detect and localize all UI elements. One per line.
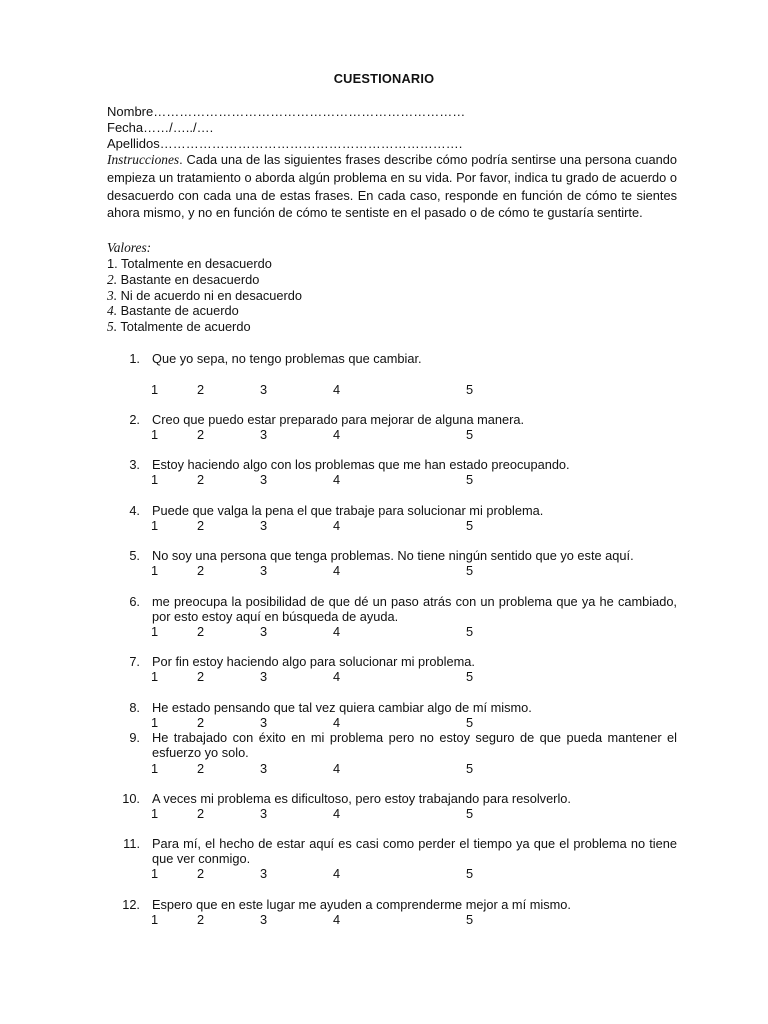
question-5-number: 5.: [129, 548, 140, 563]
apellidos-field: Apellidos…………………………………………………………….: [107, 136, 463, 151]
valor-num: 3.: [107, 288, 118, 303]
question-9-text: He trabajado con éxito en mi problema pero no estoy seguro de que pueda mantener el esfuerzo yo solo.: [152, 730, 677, 760]
scale-option-5[interactable]: 5: [466, 912, 474, 927]
scale-option-4[interactable]: 4: [333, 472, 341, 487]
fecha-field: Fecha……/…../….: [107, 120, 214, 135]
scale-option-1[interactable]: 1: [151, 912, 159, 927]
scale-option-2[interactable]: 2: [197, 382, 205, 397]
scale-option-1[interactable]: 1: [151, 669, 159, 684]
scale-option-4[interactable]: 4: [333, 715, 341, 730]
question-12-number: 12.: [122, 897, 140, 912]
scale-option-1[interactable]: 1: [151, 761, 159, 776]
scale-option-3[interactable]: 3: [260, 715, 268, 730]
scale-option-5[interactable]: 5: [466, 624, 474, 639]
question-3-number: 3.: [129, 457, 140, 472]
instructions-label: Instrucciones: [107, 152, 180, 167]
question-8-scale: [0, 715, 768, 730]
valores-label: Valores:: [107, 240, 152, 255]
instructions: [107, 151, 677, 222]
valor-item-5: [107, 319, 251, 335]
scale-option-2[interactable]: 2: [197, 518, 205, 533]
question-11-scale: [0, 866, 768, 881]
question-1-text: Que yo sepa, no tengo problemas que cambiar.: [152, 351, 422, 366]
valor-text: Bastante en desacuerdo: [117, 272, 260, 287]
scale-option-1[interactable]: 1: [151, 715, 159, 730]
question-12-text: Espero que en este lugar me ayuden a comprenderme mejor a mí mismo.: [152, 897, 571, 912]
scale-option-3[interactable]: 3: [260, 518, 268, 533]
question-10-text: A veces mi problema es dificultoso, pero estoy trabajando para resolverlo.: [152, 791, 571, 806]
scale-option-4[interactable]: 4: [333, 806, 341, 821]
scale-option-1[interactable]: 1: [151, 866, 159, 881]
scale-option-3[interactable]: 3: [260, 866, 268, 881]
question-6-scale: [0, 624, 768, 639]
scale-option-4[interactable]: 4: [333, 518, 341, 533]
scale-option-5[interactable]: 5: [466, 669, 474, 684]
scale-option-3[interactable]: 3: [260, 669, 268, 684]
scale-option-5[interactable]: 5: [466, 563, 474, 578]
scale-option-3[interactable]: 3: [260, 382, 268, 397]
question-9-number: 9.: [129, 730, 140, 745]
scale-option-2[interactable]: 2: [197, 761, 205, 776]
scale-option-1[interactable]: 1: [151, 427, 159, 442]
valor-num: 1.: [107, 256, 118, 271]
question-1-scale: [0, 382, 768, 397]
scale-option-5[interactable]: 5: [466, 761, 474, 776]
scale-option-4[interactable]: 4: [333, 912, 341, 927]
scale-option-5[interactable]: 5: [466, 715, 474, 730]
question-5-scale: [0, 563, 768, 578]
scale-option-1[interactable]: 1: [151, 518, 159, 533]
valor-text: Totalmente de acuerdo: [117, 319, 251, 334]
valor-item-3: [107, 288, 302, 304]
question-12-scale: [0, 912, 768, 927]
scale-option-4[interactable]: 4: [333, 866, 341, 881]
question-6-text: me preocupa la posibilidad de que dé un paso atrás con un problema que ya he cambiado, por esto estoy aquí en búsqueda de ayuda.: [152, 594, 677, 624]
instructions-text: . Cada una de las siguientes frases describe cómo podría sentirse una persona cuando empieza un tratamiento o aborda algún problema en su vida. Por favor, indica tu grado de acuerdo o desacuerdo con cada una de estas frases. En cada caso, responde en función de cómo te sientes ahora mismo, y no en función de cómo te sentiste en el pasado o de cómo te gustaría sentirte.: [107, 152, 677, 221]
scale-option-2[interactable]: 2: [197, 624, 205, 639]
question-2-scale: [0, 427, 768, 442]
question-2-text: Creo que puedo estar preparado para mejorar de alguna manera.: [152, 412, 525, 427]
scale-option-2[interactable]: 2: [197, 563, 205, 578]
valor-text: Bastante de acuerdo: [117, 303, 239, 318]
scale-option-4[interactable]: 4: [333, 624, 341, 639]
scale-option-4[interactable]: 4: [333, 563, 341, 578]
question-3-text: Estoy haciendo algo con los problemas que me han estado preocupando.: [152, 457, 570, 472]
question-4-scale: [0, 518, 768, 533]
scale-option-4[interactable]: 4: [333, 427, 341, 442]
scale-option-4[interactable]: 4: [333, 382, 341, 397]
scale-option-5[interactable]: 5: [466, 866, 474, 881]
scale-option-5[interactable]: 5: [466, 382, 474, 397]
scale-option-3[interactable]: 3: [260, 563, 268, 578]
question-6-number: 6.: [129, 594, 140, 609]
question-2-number: 2.: [129, 412, 140, 427]
question-11-number: 11.: [123, 836, 140, 851]
valor-num: 4.: [107, 303, 118, 318]
scale-option-2[interactable]: 2: [197, 715, 205, 730]
valor-item-1: [107, 256, 272, 272]
scale-option-3[interactable]: 3: [260, 472, 268, 487]
valor-text: Ni de acuerdo ni en desacuerdo: [117, 288, 303, 303]
valor-item-2: [107, 272, 259, 288]
scale-option-1[interactable]: 1: [151, 806, 159, 821]
valor-num: 2.: [107, 272, 118, 287]
question-5-text: No soy una persona que tenga problemas. No tiene ningún sentido que yo este aquí.: [152, 548, 634, 563]
question-3-scale: [0, 472, 768, 487]
scale-option-3[interactable]: 3: [260, 912, 268, 927]
question-7-text: Por fin estoy haciendo algo para solucionar mi problema.: [152, 654, 475, 669]
document-title: CUESTIONARIO: [333, 71, 435, 86]
valor-item-4: [107, 303, 239, 319]
scale-option-2[interactable]: 2: [197, 472, 205, 487]
question-7-number: 7.: [129, 654, 140, 669]
question-10-number: 10.: [122, 791, 140, 806]
question-8-number: 8.: [129, 700, 140, 715]
scale-option-2[interactable]: 2: [197, 806, 205, 821]
scale-option-5[interactable]: 5: [466, 806, 474, 821]
question-9-scale: [0, 761, 768, 776]
question-4-text: Puede que valga la pena el que trabaje para solucionar mi problema.: [152, 503, 544, 518]
valor-num: 5.: [107, 319, 118, 334]
question-1-number: 1.: [129, 351, 140, 366]
scale-option-3[interactable]: 3: [260, 624, 268, 639]
scale-option-1[interactable]: 1: [151, 624, 159, 639]
nombre-field: Nombre………………………………………………………………: [107, 104, 466, 119]
scale-option-5[interactable]: 5: [466, 518, 474, 533]
question-4-number: 4.: [129, 503, 140, 518]
question-10-scale: [0, 806, 768, 821]
scale-option-2[interactable]: 2: [197, 866, 205, 881]
scale-option-5[interactable]: 5: [466, 427, 474, 442]
scale-option-4[interactable]: 4: [333, 761, 341, 776]
question-8-text: He estado pensando que tal vez quiera cambiar algo de mí mismo.: [152, 700, 532, 715]
scale-option-2[interactable]: 2: [197, 669, 205, 684]
valor-text: Totalmente en desacuerdo: [117, 256, 272, 271]
scale-option-4[interactable]: 4: [333, 669, 341, 684]
question-11-text: Para mí, el hecho de estar aquí es casi como perder el tiempo ya que el problema no tiene que ver conmigo.: [152, 836, 677, 866]
scale-option-1[interactable]: 1: [151, 382, 159, 397]
question-7-scale: [0, 669, 768, 684]
scale-option-3[interactable]: 3: [260, 427, 268, 442]
scale-option-2[interactable]: 2: [197, 427, 205, 442]
scale-option-1[interactable]: 1: [151, 472, 159, 487]
scale-option-3[interactable]: 3: [260, 761, 268, 776]
scale-option-2[interactable]: 2: [197, 912, 205, 927]
scale-option-1[interactable]: 1: [151, 563, 159, 578]
scale-option-5[interactable]: 5: [466, 472, 474, 487]
scale-option-3[interactable]: 3: [260, 806, 268, 821]
